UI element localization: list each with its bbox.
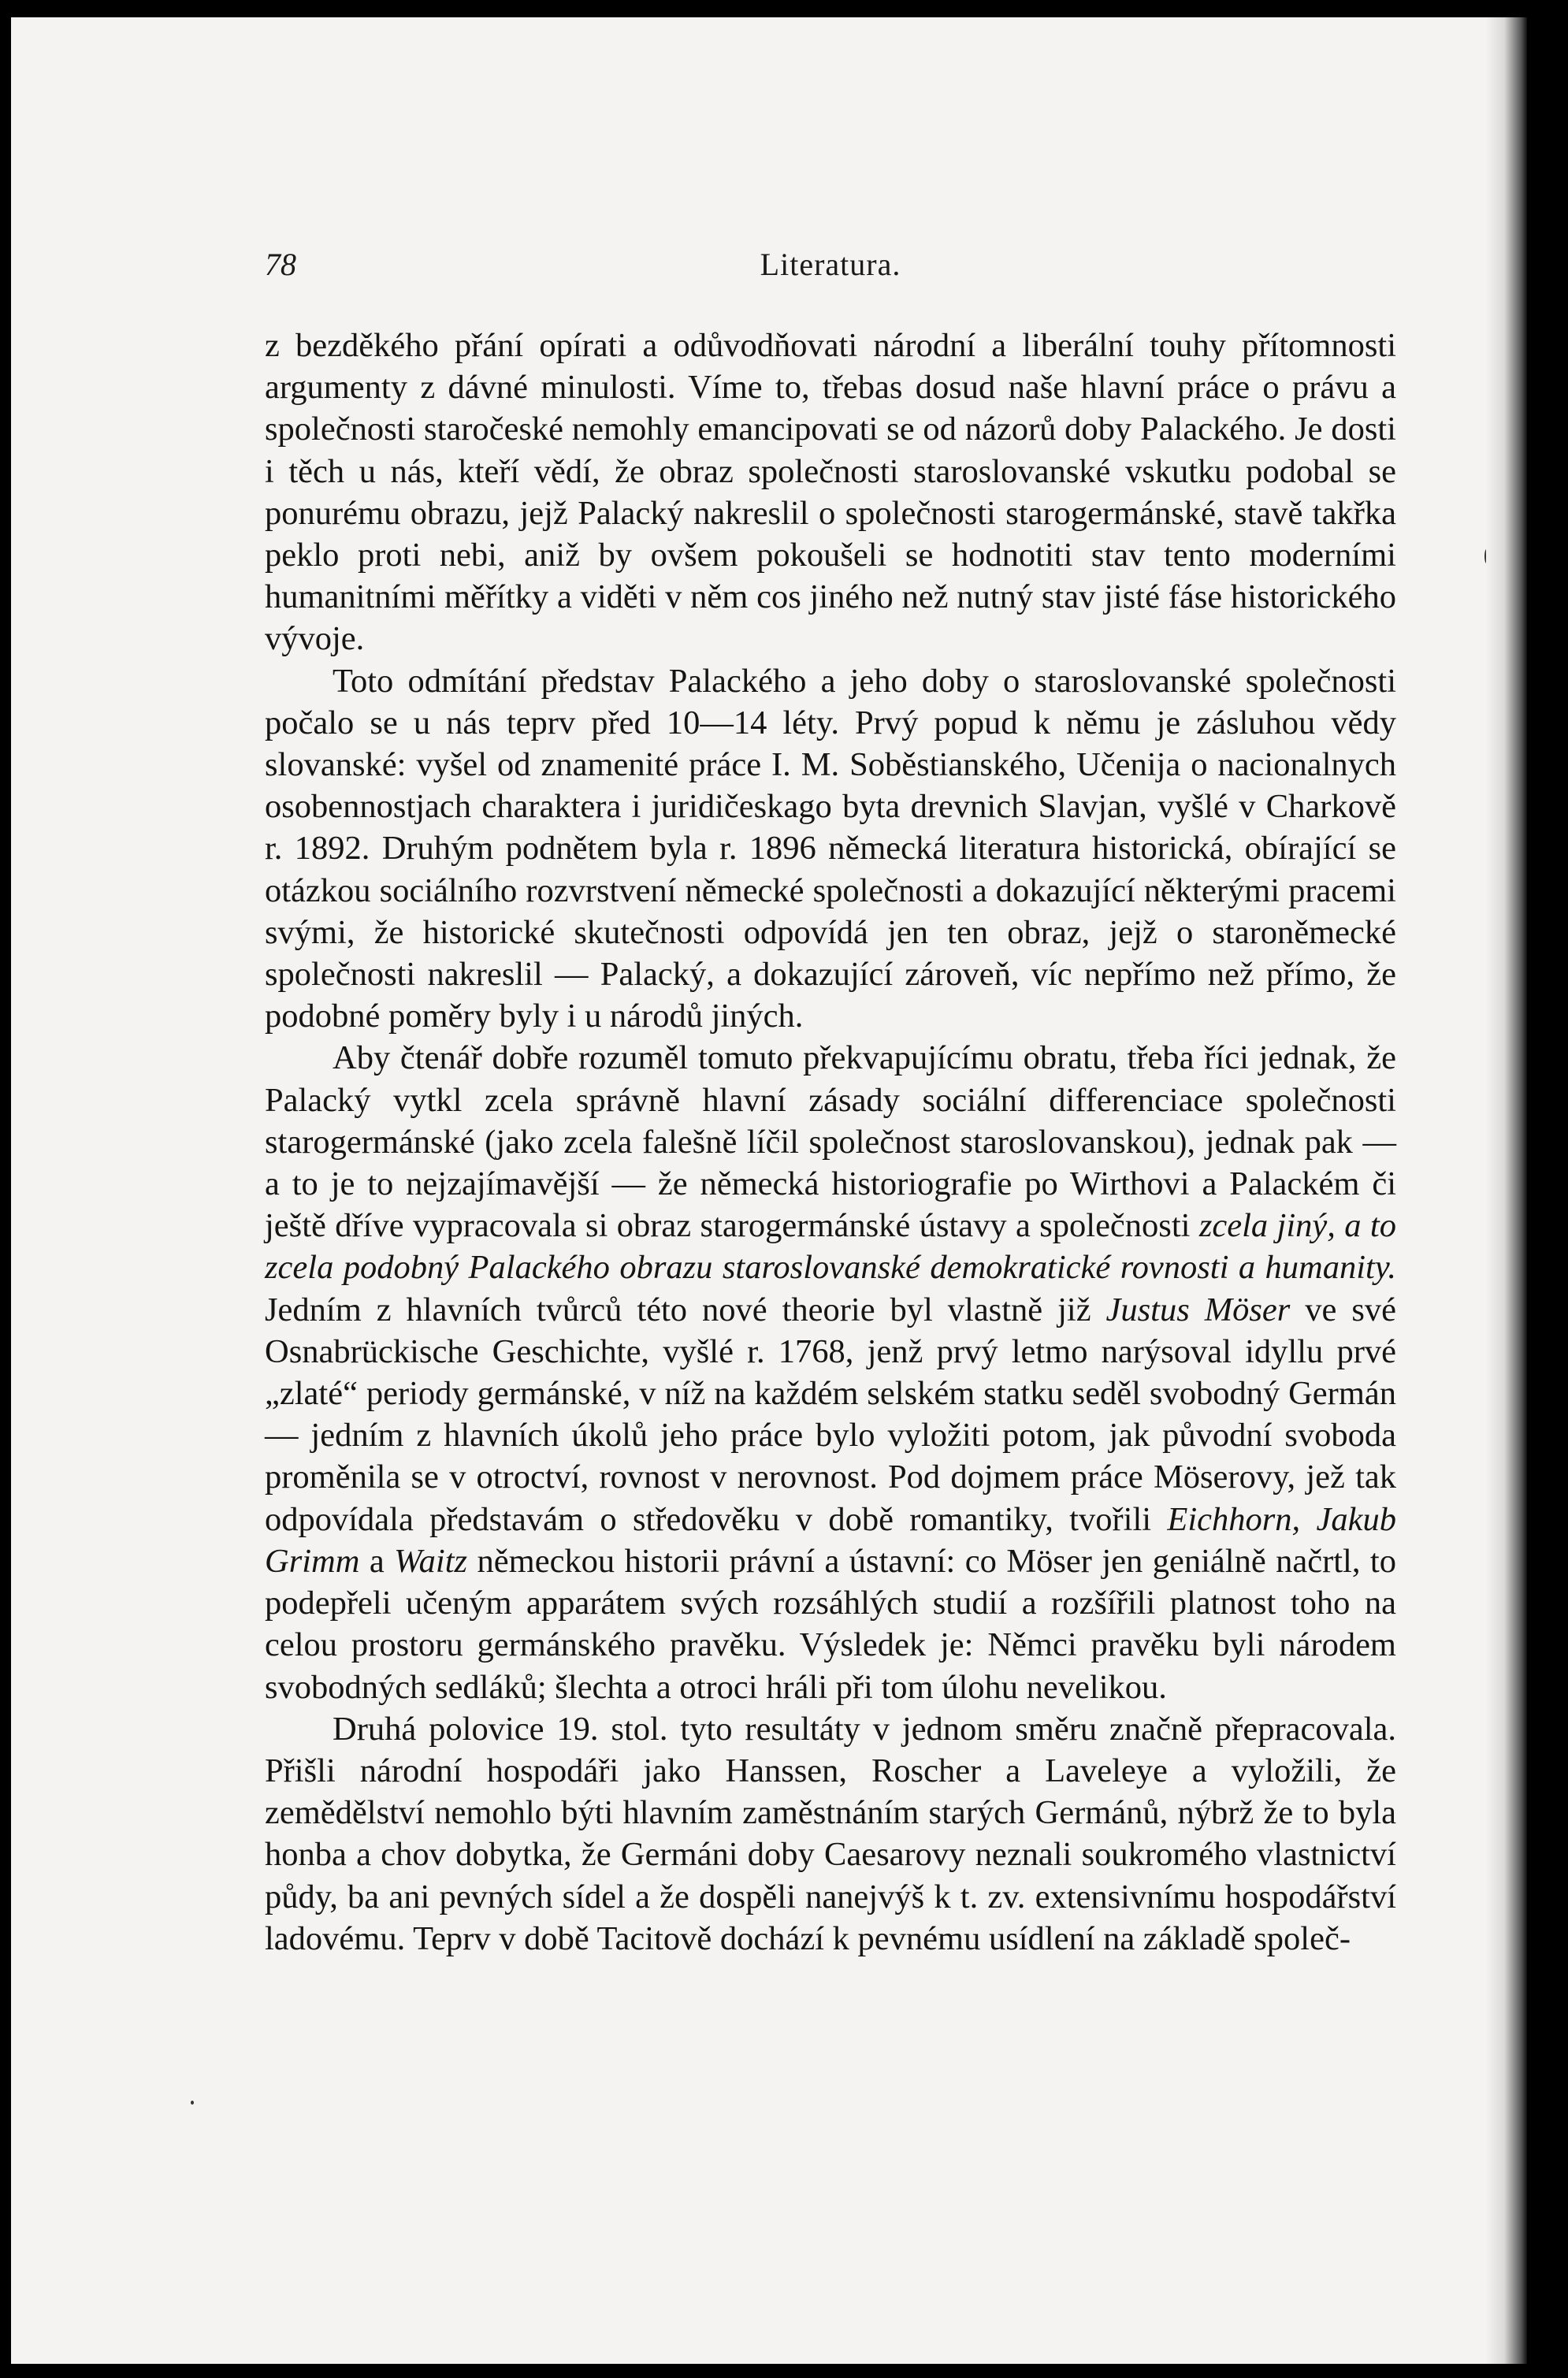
paragraph-1 <box>265 325 1396 660</box>
paragraph-3-text-a: Aby čtenář dobře rozuměl tomuto překvapujícímu obratu, třeba říci jednak, že Palacký vytkl zcela správně hlavní zásady sociální differenciace společnosti starogermánské (jako zcela falešně líčil společnost staroslovanskou), jednak pak — a to je to nejzajímavější — že německá historiografie po Wirthovi a Palackém či ještě dříve vypracovala si obraz starogermánské ústavy a společnosti <box>265 1039 1396 1245</box>
paragraph-4 <box>265 1708 1396 1960</box>
paragraph-3-text-b: Jedním z hlavních tvůrců této nové theorie byl vlastně již <box>265 1291 1106 1328</box>
paragraph-3-italic-waitz: Waitz <box>394 1542 468 1580</box>
paragraph-3-italic-thesis: zcela jiný, a to zcela podobný Palackého obrazu staroslovanské demokratické rovnosti a humanity. <box>265 1207 1396 1287</box>
paragraph-3-text-e: německou historii právní a ústavní: co Möser jen geniálně načrtl, to podepřeli učeným apparátem svých rozsáhlých studií a rozšířili platnost toho na celou prostoru germánského pravěku. Výsledek je: Němci pravěku byli národem svobodných sedláků; šlechta a otroci hráli při tom úlohu nevelikou. <box>265 1542 1396 1706</box>
paragraph-2-text: Toto odmítání představ Palackého a jeho doby o staroslovanské společnosti počalo se u nás teprv před 10—14 léty. Prvý popud k němu je zásluhou vědy slovanské: vyšel od znamenité práce I. M. Soběstianského, Učenija o nacionalnych osobennostjach charaktera i juridičeskago byta drevnich Slavjan, vyšlé v Charkově r. 1892. Druhým podnětem byla r. 1896 německá literatura historická, obírající se otázkou sociálního rozvrstvení německé společnosti a dokazující některými pracemi svými, že historické skutečnosti odpovídá jen ten obraz, jejž o staroněmecké společnosti nakreslil — Palacký, a dokazující zároveň, víc nepřímo než přímo, že podobné poměry byly i u národů jiných. <box>265 662 1396 1035</box>
paragraph-3 <box>265 1037 1396 1707</box>
paragraph-3-text-d: a <box>359 1542 395 1580</box>
page-number: 78 <box>265 247 296 282</box>
paragraph-3-text-c: ve své Osnabrückische Geschichte, vyšlé r. 1768, jenž prvý letmo narýsoval idyllu prvé „zlaté“ periody germánské, v níž na každém selském statku seděl svobodný Germán — jedním z hlavních úkolů jeho práce bylo vyložiti potom, jak původní svoboda proměnila se v otroctví, rovnost v nerovnost. Pod dojmem práce Möserovy, jež tak odpovídala představám o středověku v době romantiky, tvořili <box>265 1291 1396 1538</box>
body-text <box>265 325 1396 1960</box>
paragraph-4-text: Druhá polovice 19. stol. tyto resultáty v jednom směru značně přepracovala. Přišli národní hospodáři jako Hanssen, Roscher a Laveleye a vyložili, že zemědělství nemohlo býti hlavním zaměstnáním starých Germánů, nýbrž že to byla honba a chov dobytka, že Germáni doby Caesarovy neznali soukromého vlastnictví půdy, ba ani pevných sídel a že dospěli nanejvýš k t. zv. extensivnímu hospodářství ladovému. Teprv v době Tacitově dochází k pevnému usídlení na základě společ- <box>265 1710 1396 1957</box>
running-title: Literatura. <box>760 247 901 282</box>
paragraph-3-italic-moser: Justus Möser <box>1105 1291 1291 1328</box>
scan-speck <box>191 2101 194 2105</box>
paragraph-1-text: z bezděkého přání opírati a odůvodňovati národní a liberální touhy přítomnosti argumenty z dávné minulosti. Víme to, třebas dosud naše hlavní práce o právu a společnosti staročeské nemohly emancipovati se od názorů doby Palackého. Je dosti i těch u nás, kteří vědí, že obraz společnosti staroslovanské vskutku podobal se ponurému obrazu, jejž Palacký nakreslil o společnosti starogermánské, stavě takřka peklo proti nebi, aniž by ovšem pokoušeli se hodnotiti stav tento moderními humanitními měřítky a viděti v něm cos jiného než nutný stav jisté fáse historického vývoje. <box>265 327 1396 658</box>
page-edge-shadow <box>1486 17 1527 2364</box>
book-page <box>11 17 1527 2364</box>
page-header <box>265 246 1396 293</box>
paragraph-3-italic-eichhorn-grimm: Eichhorn, Jakub Grimm <box>265 1500 1396 1580</box>
paragraph-2 <box>265 660 1396 1038</box>
